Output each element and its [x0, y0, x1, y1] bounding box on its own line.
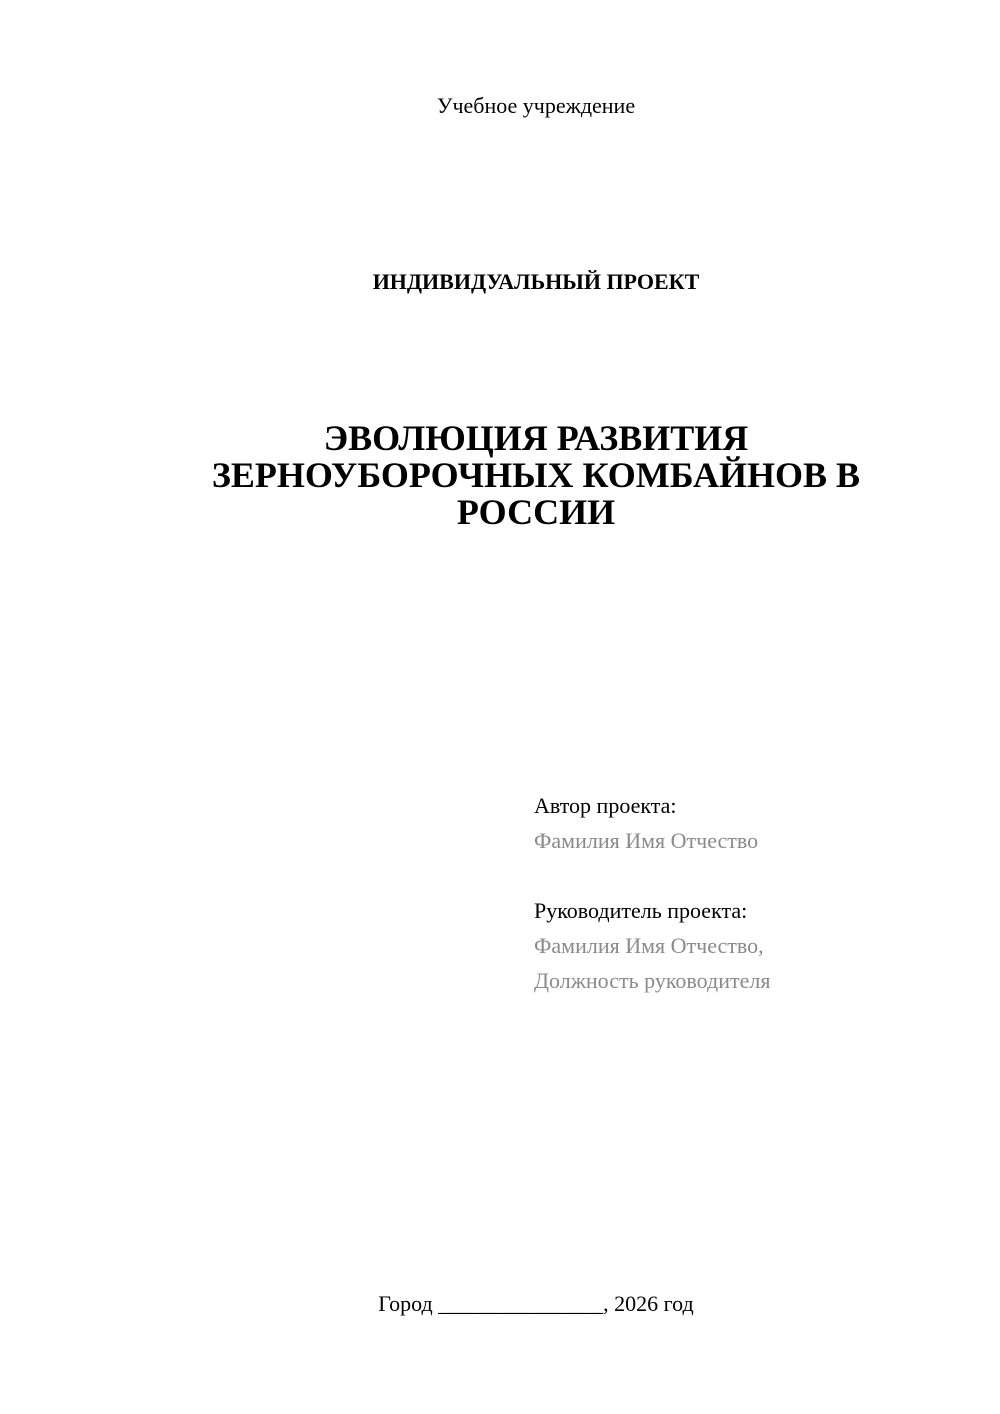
- spacer: [534, 858, 974, 893]
- document-title: [170, 420, 902, 531]
- institution-name: Учебное учреждение: [436, 93, 636, 118]
- city-year-footer: Город _______________, 2026 год: [378, 1291, 694, 1316]
- signature-block: [534, 788, 974, 998]
- supervisor-position-placeholder: Должность руководителя: [534, 968, 771, 993]
- document-title-line: ЗЕРНОУБОРОЧНЫХ КОМБАЙНОВ В: [211, 455, 861, 495]
- document-title-line: ЭВОЛЮЦИЯ РАЗВИТИЯ: [323, 418, 749, 458]
- document-title-line: РОССИИ: [456, 492, 616, 532]
- author-label: Автор проекта:: [534, 793, 677, 818]
- supervisor-name-placeholder: Фамилия Имя Отчество,: [534, 933, 764, 958]
- document-type: ИНДИВИДУАЛЬНЫЙ ПРОЕКТ: [372, 269, 700, 294]
- supervisor-label: Руководитель проекта:: [534, 898, 748, 923]
- author-name-placeholder: Фамилия Имя Отчество: [534, 828, 759, 853]
